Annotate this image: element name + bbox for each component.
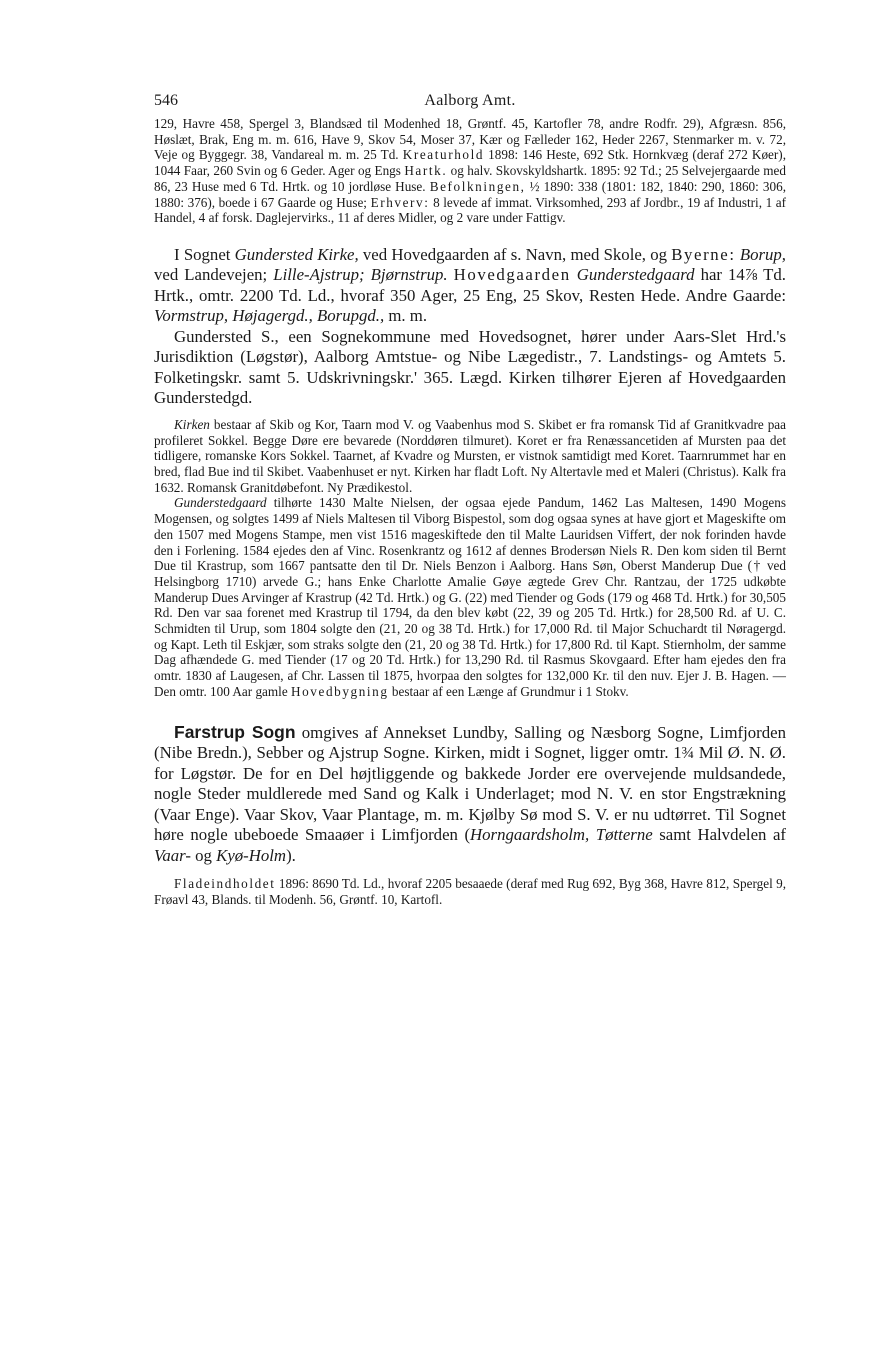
paragraph-church-description xyxy=(154,417,786,496)
text-run: 129, Havre 458, Spergel 3, Blandsæd til Modenhed 18, Grøntf. 45, Kartofler 78, andre Rodfr. 29), Afgræsn. 856, Høslæt, Brak, Eng m. m. 616, Have 9, Skov 54, Moser 37, Kær og Fælleder 162, Heder 2267, Stenmarker m. v. 72, Veje og Byggegr. 38, Vandareal m. m. 25 Td. xyxy=(154,116,786,163)
page-number: 546 xyxy=(154,92,178,109)
italic-term: Gunderstedgaard xyxy=(576,265,695,285)
spaced-term-befolkningen: Befolkningen, xyxy=(429,178,526,194)
paragraph-jurisdiction: Gundersted S., een Sognekommune med Hovedsognet, hører under Aars-Slet Hrd.'s Jurisdiktion (Løgstør), Aalborg Amtstue- og Nibe Lægedistr., 7. Landstings- og Amtets 5. Folketingskr. samt 5. Udskrivningskr.' 365. Lægd. Kirken tilhører Ejeren af Hovedgaarden Gunderstedgd. xyxy=(154,326,786,408)
italic-term: Borupgd., xyxy=(317,306,385,326)
text-run: omgives af Annekset Lundby, Salling og Næsborg Sogne, Limfjorden (Nibe Bredn.), Sebber og Ajstrup Sogne. Kirken, midt i Sognet, ligger omtr. 1¾ Mil Ø. N. Ø. for Løgstør. De for en Del højtliggende og bakkede Jorder ere overvejende muldsandede, nogle Steder muldlerede med Sand og Kalk i Underlaget; mod N. V. en stor Engstrækning (Vaar Enge). Vaar Skov, Vaar Plantage, m. m. Kjølby Sø mod S. V. er nu udtørret. Til Sognet høre nogle ubeboede Smaaøer i Limfjorden ( xyxy=(154,722,786,845)
text-run: bestaar af Skib og Kor, Taarn mod V. og Vaabenhus mod S. Skibet er fra romansk Tid af Granitkvadre paa profileret Sokkel. Begge Døre ere bevarede (Norddøren tilmuret). Koret er fra Renæssancetiden af Mursten paa det tidligere, romanske Kors Sokkel. Taarnet, af Kvadre og Mursten, er vistnok samtidigt med Koret. Taarnrummet har en bred, flad Bue ind til Skibet. Vaabenhuset er nyt. Kirken har fladt Loft. Ny Altertavle med et Maleri (Christus). Kalk fra 1632. Romansk Granitdøbefont. Ny Prædikestol. xyxy=(154,416,786,495)
italic-term: Gundersted Kirke, xyxy=(234,244,359,264)
spaced-term-kreaturhold: Kreaturhold xyxy=(402,147,485,163)
italic-term: Vormstrup, xyxy=(154,306,229,326)
spaced-term-byerne: Byerne: xyxy=(671,244,736,264)
text-run: m. m. xyxy=(384,306,428,326)
page-content xyxy=(154,92,786,907)
italic-term: Borup, xyxy=(739,244,786,264)
spaced-term-erhverv: Erhverv: xyxy=(370,194,430,210)
italic-term: Højagergd., xyxy=(232,306,313,326)
text-run: og xyxy=(190,845,217,865)
text-run: 1898: 146 Heste, 692 Stk. Hornkvæg (deraf 272 Køer), 1044 Faar, 260 Svin og 6 Geder. Ager og Engs xyxy=(154,147,786,179)
text-run: tilhørte 1430 Malte Nielsen, der ogsaa ejede Pandum, 1462 Las Maltesen, 1490 Mogens Mogensen, og solgtes 1499 af Niels Maltesen til Viborg Bispestol, som dog ogsaa synes at have gjort et Mageskifte om den 1507 med Mogens Stampe, men vist 1516 mageskiftede den til Malte Lauridsen Viffert, der nok forinden havde den i Forlening. 1584 ejedes den af Vinc. Rosenkrantz og 1612 af dennes Brodersøn Niels R. Den kom siden til Bernt Due til Krastrup, som 1667 pantsatte den til Dr. Niels Benzon i Aalborg. Hans Søn, Oberst Manderup Due († ved Helsingborg 1710) arvede G.; hans Enke Charlotte Amalie Gøye ægtede Grev Chr. Rantzau, der 1725 udkøbte Manderup Dues Arvinger af Krastrup (42 Td. Hrtk.) og G. (22) med Tiender og Gods (179 og 468 Td. Hrtk.) for 30,505 Rd. Den var saa forenet med Krastrup til 1794, da den blev købt (22, 39 og 205 Td. Hrtk.) for 28,500 Rd. af U. C. Schmidten til Urup, som 1804 solgte den (21, 20 og 38 Td. Hrtk.) for 17,000 Rd. til Major Schuchardt til Nøragergd. og Kapt. Leth til Eskjær, som straks solgte den (21, 20 og 38 Td. Hrtk.) for 17,800 Rd. til Kapt. Stiernholm, der samme Dag afhændede G. med Tiender (17 og 20 Td. Hrtk.) for 13,290 Rd. til Rasmus Skovgaard. Efter ham ejedes den fra omtr. 1830 af Laugesen, af Chr. Lassen til 1875, hvorpaa den solgtes for 132,000 Kr. til den nuv. Ejer J. B. Hagen. — Den omtr. 100 Aar gamle xyxy=(154,495,786,699)
text-run: 8 levede af immat. Virksomhed, 293 af Jordbr., 19 af Industri, 1 af Handel, 4 af forsk. Daglejervirks., 11 af deres Midler, og 2 vare under Fattigv. xyxy=(154,194,786,226)
text-run: og halv. Skovskyldshartk. 1895: 92 Td.; 25 Selvejergaarde med 86, 23 Huse med 6 Td. Hrtk. og 10 jordløse Huse. xyxy=(154,163,786,194)
text-run: samt Halvdelen af xyxy=(652,825,786,845)
text-run: I Sognet xyxy=(174,244,235,264)
paragraph-gundersted-parish xyxy=(154,245,786,327)
italic-term: Lille-Ajstrup; xyxy=(273,265,365,285)
italic-term: Tøtterne xyxy=(595,825,653,845)
text-run: ). xyxy=(286,845,296,865)
spaced-term-fladeindholdet: Fladeindholdet xyxy=(174,876,276,892)
italic-term: Bjørnstrup. xyxy=(370,265,448,285)
paragraph-estate-history xyxy=(154,495,786,699)
spaced-term-hovedgaarden: Hovedgaarden xyxy=(453,265,571,285)
text-run: bestaar af een Længe af Grundmur i 1 Stokv. xyxy=(388,683,629,699)
italic-term: Kyø-Holm xyxy=(216,845,287,865)
text-run: ½ 1890: 338 (1801: 182, 1840: 290, 1860: 306, 1880: 376), boede i 67 Gaarde og Huse; xyxy=(154,178,786,210)
italic-term: Horngaardsholm, xyxy=(470,825,590,845)
text-run: har 14⅞ Td. Hrtk., omtr. 2200 Td. Ld., hvoraf 350 Ager, 25 Eng, 25 Skov, Resten Hede. Andre Gaarde: xyxy=(154,265,786,305)
section-heading-farstrup: Farstrup Sogn xyxy=(174,721,296,742)
spaced-term-hartk: Hartk. xyxy=(404,163,448,179)
paragraph-area-statistics xyxy=(154,876,786,907)
running-title: Aalborg Amt. xyxy=(424,92,516,109)
spaced-term-hovedbygning: Hovedbygning xyxy=(290,683,389,699)
paragraph-land-statistics xyxy=(154,116,786,226)
italic-term: Gunderstedgaard xyxy=(174,495,267,511)
italic-term: Kirken xyxy=(174,416,210,432)
text-run: ved Landevejen; xyxy=(154,265,274,285)
paragraph-farstrup-parish xyxy=(154,722,786,867)
text-run: ved Hovedgaarden af s. Navn, med Skole, og xyxy=(358,244,672,264)
text-run: 1896: 8690 Td. Ld., hvoraf 2205 besaaede (deraf med Rug 692, Byg 368, Havre 812, Spergel 9, Frøavl 43, Blands. til Modenh. 56, Grøntf. 10, Kartofl. xyxy=(154,876,786,907)
page-header xyxy=(154,92,786,116)
italic-term: Vaar- xyxy=(154,845,191,865)
